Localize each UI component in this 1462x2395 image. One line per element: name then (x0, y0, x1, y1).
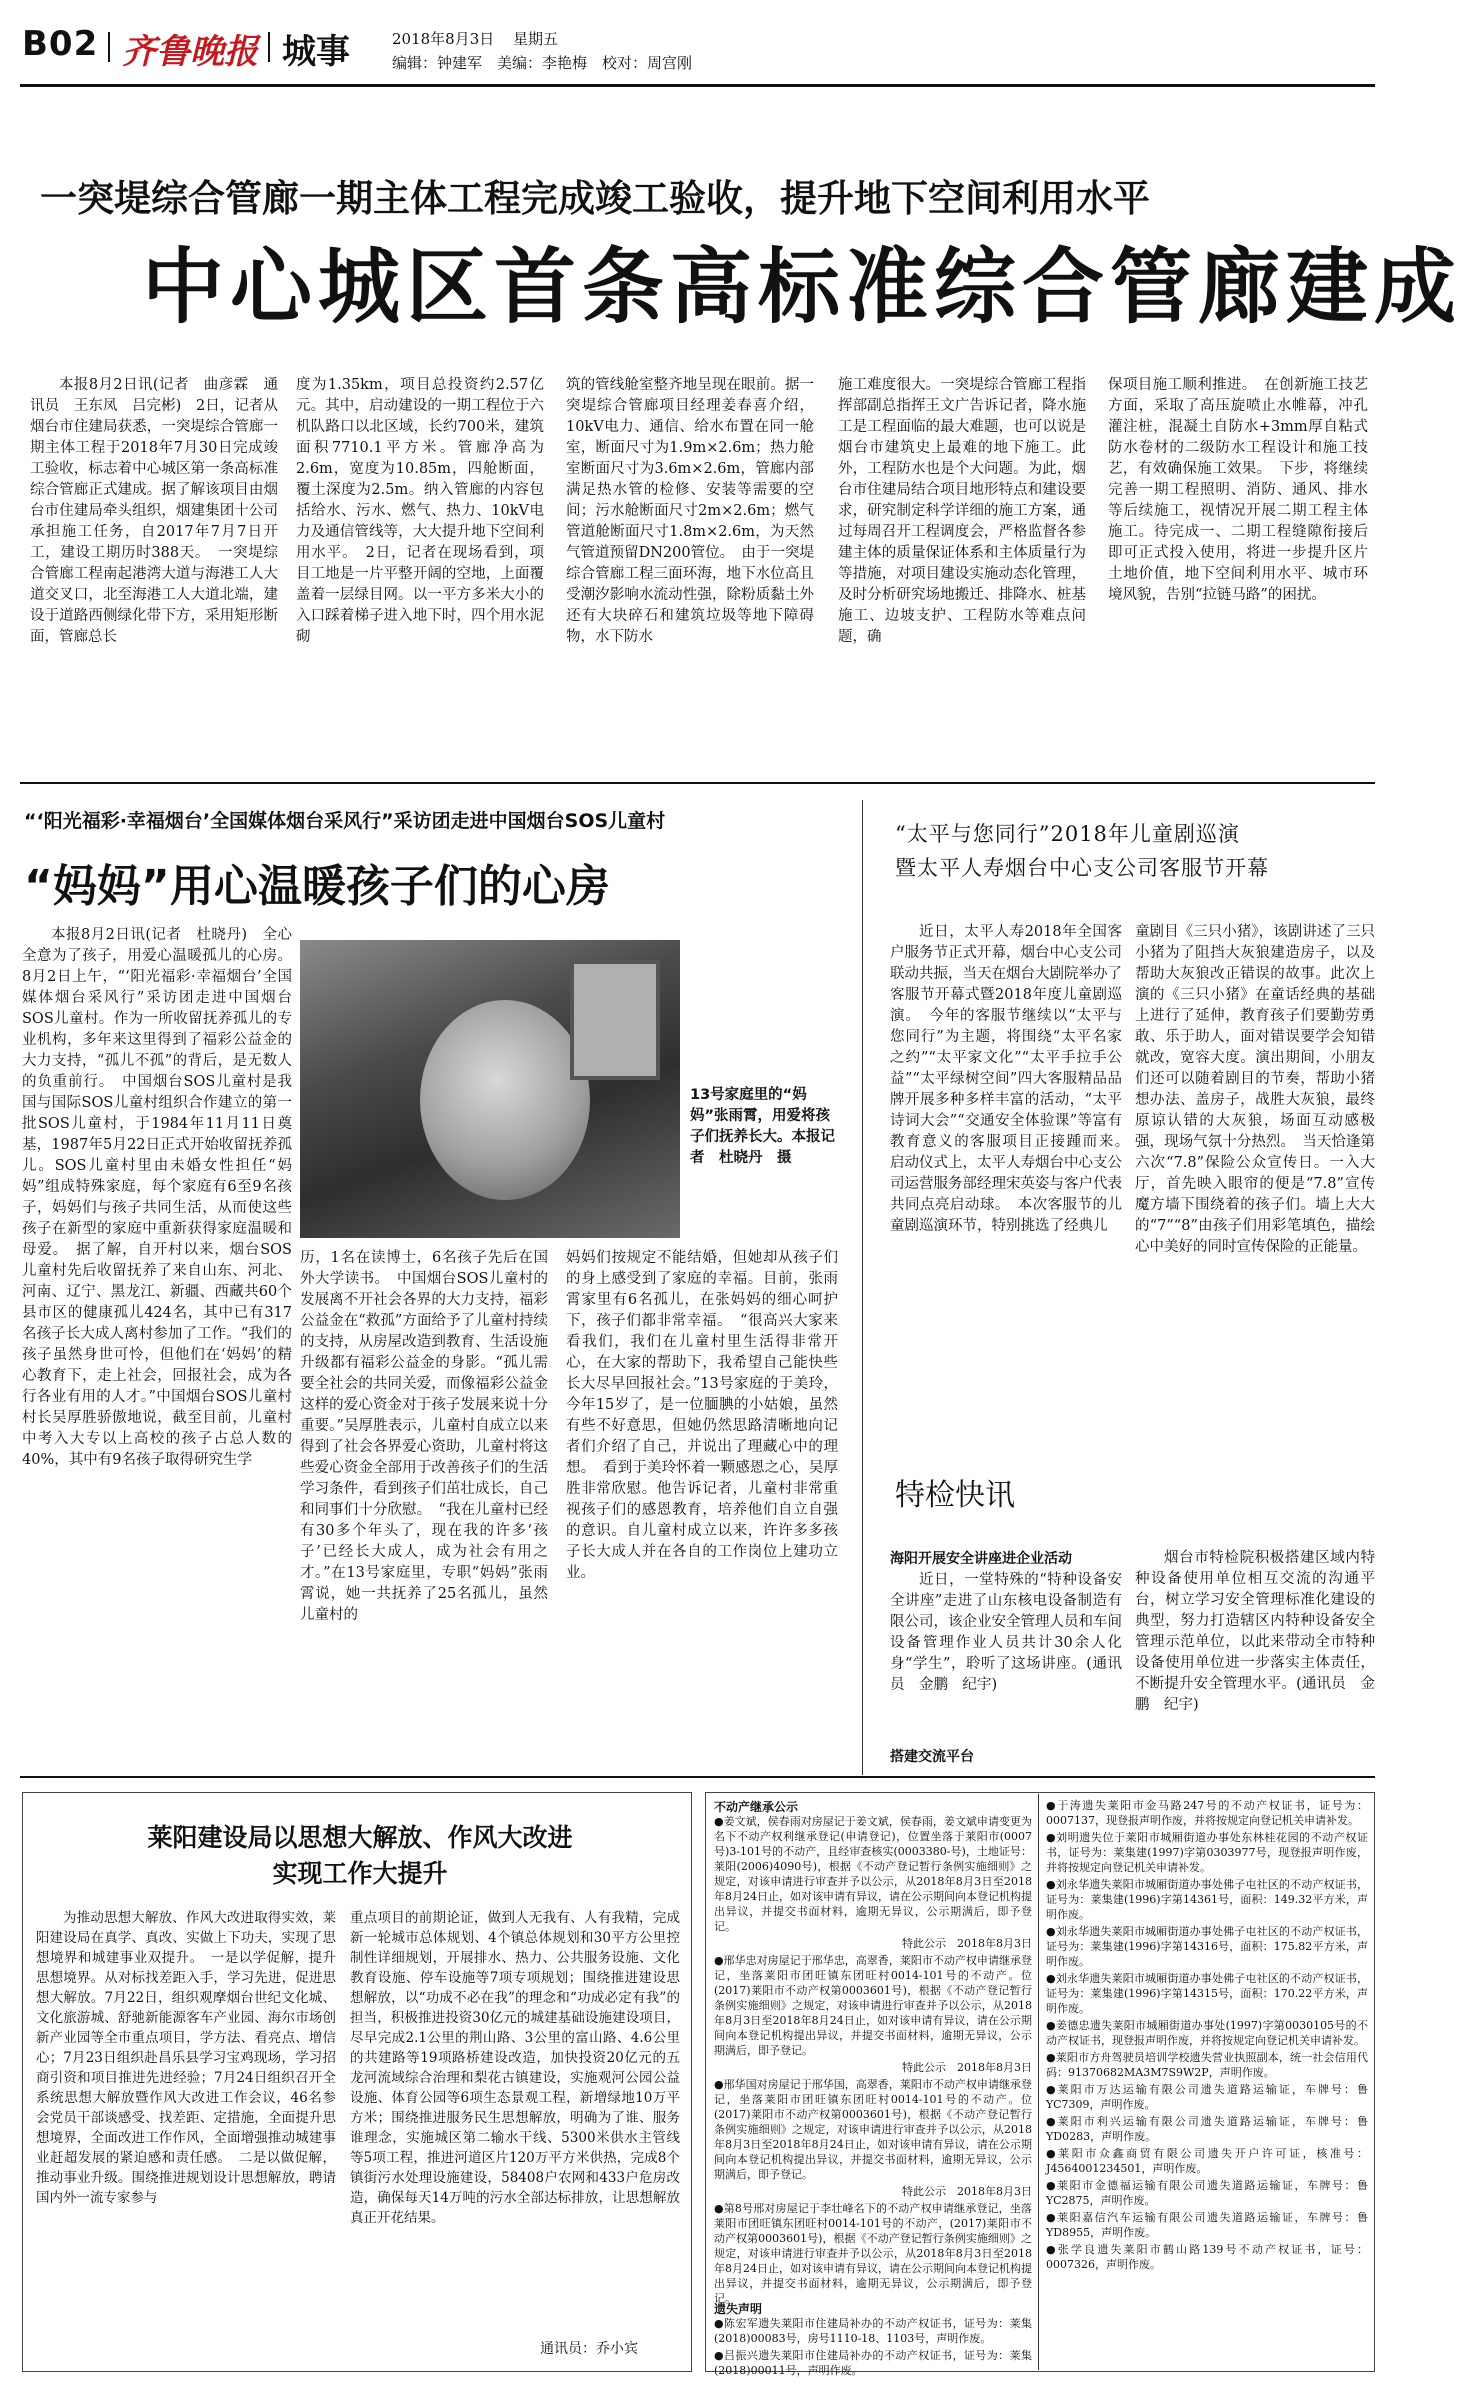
special-news-col-1-text: 近日，一堂特殊的“特种设备安全讲座”走进了山东核电设备制造有限公司，该企业安全管理人员和车间设备管理作业人员共计30余人化身“学生”，聆听了这场讲座。(通讯员 金鹏 纪宇) (890, 1572, 1122, 1693)
page-code: B02 (22, 24, 99, 64)
sos-photo (300, 940, 680, 1238)
laiyang-byline: 通讯员：乔小宾 (540, 2341, 638, 2357)
main-col-3 (566, 375, 814, 770)
notice-item: ●张学良遗失莱阳市鹤山路139号不动产权证书，证号：0007326，声明作废。 (1046, 2243, 1368, 2271)
laiyang-col-1-text: 为推动思想大解放、作风大改进取得实效，莱阳建设局在真学、真改、实做上下功夫，实现了思想境界和城建事业双提升。 一是以学促解，提升思想境界。从对标找差距入手，学习先进，促进思想大解放。7月22日，组织观摩烟台世纪文化城、文化旅游城、舒驰新能源客车产业园、海尔市场创新产业园等全市重点项目，学方法、看亮点、增信心；7月23日组织赴昌乐县学习宝鸡现场，学习招商引资和项目推进先进经验；7月24日组织召开全系统思想大解放暨作风大改进工作会议，46名参会党员干部谈感受、找差距、定措施，全面提升思想境界，全面改进工作作风，全面增强推动城建事业赶超发展的紧迫感和责任感。 二是以做促解，推动事业升级。围绕推进规划设计思想解放，聘请国内外一流专家参与 (36, 1910, 336, 2206)
notices-right (1046, 1798, 1368, 2368)
date-text: 2018年8月3日 (392, 30, 495, 48)
laiyang-col-1 (36, 1908, 336, 2358)
notice-item: ●莱阳市众鑫商贸有限公司遗失开户许可证，核准号：J4564001234501，声明作废。 (1046, 2147, 1368, 2175)
lost-notice-title: 遗失声明 (714, 2302, 763, 2316)
notice-item: ●莱阳市万达运输有限公司遗失道路运输证，车牌号：鲁YC7309，声明作废。 (1046, 2083, 1368, 2111)
notice-item: ●莱阳市利兴运输有限公司遗失道路运输证，车牌号：鲁YD0283，声明作废。 (1046, 2115, 1368, 2143)
laiyang-headline-2: 实现工作大提升 (272, 1859, 448, 1888)
sos-kicker: “‘阳光福彩·幸福烟台’全国媒体烟台采风行”采访团走进中国烟台SOS儿童村 (24, 810, 666, 832)
notice-item: ●刘明遗失位于莱阳市城厢街道办事处东林桂花园的不动产权证书，证号为：莱集建(1997)字第0303977号，现登报声明作废，并将按规定向登记机关申请补发。 (1046, 1831, 1368, 1874)
main-col-2 (296, 375, 544, 770)
laiyang-col-2-text: 重点项目的前期论证，做到人无我有、人有我精，完成新一轮城市总体规划、4个镇总体规划和30平方公里控制性详细规划，开展排水、热力、公共服务设施、文化教育设施、停车设施等7项专项规划；围绕推进建设思想解放，以“功成不必在我”的理念和“功成必定有我”的担当，积极推进投资30亿元的城建基础设施建设项目，尽早完成2.1公里的荆山路、3公里的富山路、4.6公里的共建路等19项路桥建设改造，加快投资20亿元的五龙河流域综合治理和梨花古镇建设，实施观河公园公益设施、体育公园等6项生态景观工程，新增绿地10万平方米；围绕推进服务民生思想解放，明确为了谁、服务谁理念，实施城区第二输水干线、5300米供水主管线等5项工程，推进河道区片120万平方米供热，完成8个镇街污水处理设施建设，58408户农网和433户危房改造，确保每天14万吨的污水全部达标排放，让思想解放真正开花结果。 (350, 1910, 680, 2226)
photo-subject (420, 1000, 590, 1200)
taiping-col-1 (890, 922, 1137, 1462)
section-title: 城事 (282, 32, 350, 72)
notice-item: ●邢华国对房屋记于邢华国，高翠香，莱阳市不动产权申请继承登记，坐落莱阳市团旺镇东团旺村0014-101号的不动产。位(2017)莱阳市不动产权第0003601号)，根据《不动产登记暂行条例实施细则》之规定，对该申请进行审查并予以公示，从2018年8月3日至2018年8月24日止，如对该申请有异议，请在公示期间向本登记机构提出异议，并提交书面材料，逾期无异议，公示期满后，即予登记。 (714, 2078, 1032, 2181)
sos-col-1-text: 本报8月2日讯(记者 杜晓丹) 全心全意为了孩子，用爱心温暖孤儿的心房。8月2日上午，“‘阳光福彩·幸福烟台’全国媒体烟台采风行”采访团走进中国烟台SOS儿童村。作为一所收留抚养孤儿的专业机构，多年来这里得到了福彩公益金的大力支持，“孤儿不孤”的背后，是无数人的负重前行。 中国烟台SOS儿童村是我国与国际SOS儿童村组织合作建立的第一批SOS儿童村，于1984年11月11日奠基，1987年5月22日正式开始收留抚养孤儿。SOS儿童村里由未婚女性担任“妈妈”组成特殊家庭，每个家庭有6至9名孩子，妈妈们与孩子共同生活，从而使这些孩子在新型的家庭中重新获得家庭温暖和母爱。 据了解，自开村以来，烟台SOS儿童村先后收留抚养了来自山东、河北、河南、辽宁、黑龙江、新疆、西藏共60个县市区的健康孤儿424名，其中已有317名孩子长大成人离村参加了工作。“我们的孩子虽然身世可怜，但他们在‘妈妈’的精心教育下，走上社会，回报社会，成为各行各业有用的人才。”中国烟台SOS儿童村村长吴厚胜骄傲地说，截至目前，儿童村中考入大专以上高校的孩子占总人数的40%，其中有9名孩子取得研究生学 (22, 927, 292, 1468)
laiyang-col-2 (350, 1908, 680, 2333)
notice-item: ●刘永华遗失莱阳市城厢街道办事处佛子屯社区的不动产权证书，证号为：莱集建(1996)字第14316号，面积：175.82平方米，声明作废。 (1046, 1925, 1368, 1968)
lost-notices-left (714, 2316, 1032, 2377)
notice-item: ●莱阳市方舟驾驶员培训学校遗失营业执照副本，统一社会信用代码：91370682MA3M7S9W2P，声明作废。 (1046, 2051, 1368, 2079)
notice-item: ●刘永华遗失莱阳市城厢街道办事处佛子屯社区的不动产权证书，证号为：莱集建(1996)字第14315号，面积：170.22平方米，声明作废。 (1046, 1972, 1368, 2015)
notice-item: ●邢华忠对房屋记于邢华忠，高翠香，莱阳市不动产权申请继承登记，坐落莱阳市团旺镇东团旺村0014-101号的不动产。位(2017)莱阳市不动产权第0003601号)，根据《不动产登记暂行条例实施细则》之规定，对该申请进行审查并予以公示，从2018年8月3日至2018年8月24日止，如对该申请有异议，请在公示期间向本登记机构提出异议，并提交书面材料，逾期无异议，公示期满后，即予登记。 (714, 1954, 1032, 2057)
weekday-text: 星期五 (513, 30, 559, 48)
main-col-4 (838, 375, 1086, 770)
notices-left (714, 1814, 1032, 2334)
sos-headline: “妈妈”用心温暖孩子们的心房 (24, 861, 610, 912)
notice-item: 特此公示 2018年8月3日 (902, 2185, 1032, 2198)
notice-item: ●于涛遗失莱阳市金马路247号的不动产权证书，证号为：0007137，现登报声明作废，并将按规定向登记机关申请补发。 (1046, 1799, 1368, 1827)
taiping-col-2 (1135, 922, 1375, 1462)
sos-divider (862, 800, 863, 1775)
main-headline: 中心城区首条高标准综合管廊建成 (142, 240, 1462, 335)
special-news-col-1 (890, 1570, 1122, 1738)
taiping-col-2-text: 童剧目《三只小猪》，该剧讲述了三只小猪为了阻挡大灰狼建造房子，以及帮助大灰狼改正错误的故事。此次上演的《三只小猪》在童话经典的基础上进行了延伸，教育孩子们要勤劳勇敢、乐于助人，面对错误要学会知错就改，宽容大度。演出期间，小朋友们还可以随着剧目的节奏，帮助小猪想办法、盖房子，战胜大灰狼，最终原谅认错的大灰狼，场面互动感极强，现场气氛十分热烈。 当天恰逢第六次“7.8”保险公众宣传日。一入大厅，首先映入眼帘的便是“7.8”宣传魔方墙下围绕着的孩子们。墙上大大的“7”“8”由孩子们用彩笔填色，描绘心中美好的同时宣传保险的正能量。 (1135, 924, 1375, 1255)
special-news-subhead: 海阳开展安全讲座进企业活动 (890, 1551, 1072, 1567)
sos-col-2-text: 历，1名在读博士，6名孩子先后在国外大学读书。 中国烟台SOS儿童村的发展离不开社会各界的大力支持，福彩公益金在“救孤”方面给予了儿童村持续的支持，从房屋改造到教育、生活设施升级都有福彩公益金的身影。“孤儿需要全社会的共同关爱，而像福彩公益金这样的爱心资金对于孩子发展来说十分重要。”吴厚胜表示，儿童村自成立以来得到了社会各界爱心资助，儿童村将这些爱心资金全部用于改善孩子们的生活学习条件，看到孩子们茁壮成长，自己和同事们十分欣慰。 “我在儿童村已经有30多个年头了，现在我的许多‘孩子’已经长大成人，成为社会有用之才。”在13号家庭里，专职“妈妈”张雨霄说，她一共抚养了25名孤儿，虽然儿童村的 (300, 1250, 548, 1623)
issue-date (392, 28, 558, 49)
main-col-1 (30, 375, 278, 770)
notice-item: ●姜文斌，侯春雨对房屋记于姜文斌，侯春雨，姜文斌申请变更为名下不动产权利继承登记(申请登记)，位置坐落于莱阳市(0007号)3-101号的不动产，且经审查核实(0003380-号)，土地证号：莱阳(2006)4090号)，根据《不动产登记暂行条例实施细则》之规定，对该申请进行审查并予以公示，从2018年8月3日至2018年8月24日止，如对该申请有异议，请在公示期间向本登记机构提出异议，并提交书面材料，逾期无异议，公示期满后，即予登记。 (714, 1815, 1032, 1933)
notice-item: ●第8号邢对房屋记于李壮峰名下的不动产权申请继承登记，坐落莱阳市团旺镇东团旺村0014-101号的不动产，(2017)莱阳市不动产权第0003601号)，根据《不动产登记暂行条例实施细则》之规定，对该申请进行审查并予以公示，从2018年8月3日至2018年8月24日止，如对该申请有异议，请在公示期间向本登记机构提出异议，并提交书面材料，逾期无异议，公示期满后，即予登记。 (714, 2202, 1032, 2305)
notice-item: ●陈宏军遗失莱阳市住建局补办的不动产权证书，证号为：莱集(2018)00083号，房号1110-18、1103号，声明作废。 (714, 2317, 1032, 2345)
sos-caption: 13号家庭里的“妈妈”张雨霄，用爱将孩子们抚养长大。本报记者 杜晓丹 摄 (690, 1087, 835, 1166)
photo-frame-1 (570, 960, 660, 1080)
notice-item: ●吕振兴遗失莱阳市住建局补办的不动产权证书，证号为：莱集(2018)00011号，声明作废。 (714, 2349, 1032, 2377)
section-rule (20, 782, 1375, 784)
notice-item: ●姜德忠遗失莱阳市城厢街道办事处(1997)字第0030105号的不动产权证书，现登报声明作废，并将按规定向登记机关申请补发。 (1046, 2019, 1368, 2047)
paper-logo: 齐鲁晚报 (122, 32, 258, 72)
sos-col-2 (300, 1248, 548, 1768)
sos-col-1 (22, 925, 292, 1765)
special-news-subhead-2: 搭建交流平台 (890, 1749, 974, 1765)
special-news-title: 特检快讯 (895, 1478, 1015, 1513)
masthead-divider-2 (268, 32, 270, 62)
main-col-4-text: 施工难度很大。一突堤综合管廊工程指挥部副总指挥王文广告诉记者，降水施工是工程面临的最大难题，也可以说是烟台市建筑史上最难的地下施工。此外，工程防水也是个大问题。为此，烟台市住建局结合项目地形特点和建设要求，研究制定科学详细的施工方案，通过每周召开工程调度会，严格监督各参建主体的质量保证体系和主体质量行为等措施，对项目建设实施动态化管理，及时分析研究场地搬迁、排降水、桩基施工、边坡支护、工程防水等难点问题，确 (838, 377, 1086, 645)
notices-divider (1038, 1794, 1039, 2370)
main-col-1-text: 本报8月2日讯(记者 曲彦霖 通讯员 王东凤 吕完彬) 2日，记者从烟台市住建局获悉，一突堤综合管廊一期主体工程于2018年7月30日完成竣工验收，标志着中心城区第一条高标准综合管廊正式建成。据了解该项目由烟台市住建局牵头组织，烟建集团十公司承担施工任务，自2017年7月7日开工，建设工期历时388天。 一突堤综合管廊工程南起港湾大道与海港工人大道交叉口，北至海港工人大道北端，建设于道路西侧绿化带下方，采用矩形断面，管廊总长 (30, 377, 278, 645)
notice-item: 特此公示 2018年8月3日 (902, 1937, 1032, 1950)
masthead-divider (108, 32, 110, 62)
lower-rule (20, 1776, 1375, 1778)
notice-item: ●莱阳嘉信汽车运输有限公司遗失道路运输证，车牌号：鲁YD8955，声明作废。 (1046, 2211, 1368, 2239)
notice-item: ●刘永华遗失莱阳市城厢街道办事处佛子屯社区的不动产权证书，证号为：莱集建(1996)字第14361号，面积：149.32平方米，声明作废。 (1046, 1878, 1368, 1921)
main-kicker: 一突堤综合管廊一期主体工程完成竣工验收，提升地下空间利用水平 (40, 176, 1150, 220)
masthead-rule (20, 84, 1375, 87)
laiyang-headline-1: 莱阳建设局以思想大解放、作风大改进 (147, 1823, 573, 1852)
special-news-col-2 (1135, 1548, 1375, 1763)
taiping-headline: 暨太平人寿烟台中心支公司客服节开幕 (895, 856, 1269, 880)
main-col-2-text: 度为1.35km，项目总投资约2.57亿元。其中，启动建设的一期工程位于六机队路口以北区域，长约700米，建筑面积7710.1平方米。管廊净高为2.6m，宽度为10.85m，四舱断面，覆土深度为2.5m。纳入管廊的内容包括给水、污水、燃气、热力、10kV电力及通信管线等，大大提升地下空间利用水平。 2日，记者在现场看到，项目工地是一片平整开阔的空地，上面覆盖着一层绿目网。以一平方多米大小的入口踩着梯子进入地下时，四个用水泥砌 (296, 377, 544, 645)
notice-item: ●莱阳市金德福运输有限公司遗失道路运输证，车牌号：鲁YC2875，声明作废。 (1046, 2179, 1368, 2207)
editor-credits: 编辑：钟建军 美编：李艳梅 校对：周宫刚 (392, 54, 693, 72)
special-news-col-2-text: 烟台市特检院积极搭建区域内特种设备使用单位相互交流的沟通平台，树立学习安全管理标准化建设的典型，努力打造辖区内特种设备安全管理示范单位，以此来带动全市特种设备使用单位进一步落实主体责任，不断提升安全管理水平。(通讯员 金鹏 纪宇) (1135, 1550, 1375, 1713)
main-col-5 (1108, 375, 1368, 770)
sos-col-3 (566, 1248, 838, 1768)
notices-title: 不动产继承公示 (714, 1800, 799, 1814)
main-col-3-text: 筑的管线舱室整齐地呈现在眼前。据一突堤综合管廊项目经理姜春喜介绍，10kV电力、通信、给水布置在同一舱室，断面尺寸为1.9m×2.6m；热力舱室断面尺寸为3.6m×2.6m，管廊内部满足热水管的检修、安装等需要的空间；污水舱断面尺寸2m×2.6m；燃气管道舱断面尺寸1.8m×2.6m，为天然气管道预留DN200管位。 由于一突堤综合管廊工程三面环海，地下水位高且受潮汐影响水流动性强，除粉质黏土外还有大块碎石和建筑垃圾等地下障碍物，水下防水 (566, 377, 814, 645)
taiping-col-1-text: 近日，太平人寿2018年全国客户服务节正式开幕，烟台中心支公司联动共振，当天在烟台大剧院举办了客服节开幕式暨2018年度儿童剧巡演。 今年的客服节继续以“太平与您同行”为主题，将围绕“太平名家之约”“太平家文化”“太平手拉手公益”“太平绿树空间”四大客服精品品牌开展多种多样丰富的活动，“太平诗词大会”“交通安全体验课”等富有教育意义的客服项目正接踵而来。 启动仪式上，太平人寿烟台中心支公司运营服务部经理宋英姿与客户代表共同点亮启动球。 本次客服节的儿童剧巡演环节，特别挑选了经典儿 (890, 924, 1137, 1234)
notice-item: 特此公示 2018年8月3日 (902, 2061, 1032, 2074)
main-col-5-text: 保项目施工顺利推进。 在创新施工技艺方面，采取了高压旋喷止水帷幕，冲孔灌注桩，混凝土自防水+3mm厚自粘式防水卷材的二级防水工程设计和施工技艺，有效确保施工效果。 下步，将继续完善一期工程照明、消防、通风、排水等后续施工，视情况开展二期工程主体施工。待完成一、二期工程缝隙衔接后即可正式投入使用，将进一步提升区片土地价值，地下空间利用水平、城市环境风貌，告别“拉链马路”的困扰。 (1108, 377, 1368, 603)
taiping-kicker: “太平与您同行”2018年儿童剧巡演 (895, 822, 1240, 846)
sos-col-3-text: 妈妈们按规定不能结婚，但她却从孩子们的身上感受到了家庭的幸福。目前，张雨霄家里有6名孤儿，在张妈妈的细心呵护下，孩子们都非常幸福。 “很高兴大家来看我们，我们在儿童村里生活得非常开心，在大家的帮助下，我希望自己能快些长大尽早回报社会。”13号家庭的于美玲，今年15岁了，是一位腼腆的小姑娘，虽然有些不好意思，但她仍然思路清晰地向记者们介绍了自己，并说出了理藏心中的理想。 看到于美玲怀着一颗感恩之心，吴厚胜非常欣慰。他告诉记者，儿童村非常重视孩子们的感恩教育，培养他们自立自强的意识。自儿童村成立以来，许许多多孩子长大成人并在各自的工作岗位上建功立业。 (566, 1250, 838, 1581)
